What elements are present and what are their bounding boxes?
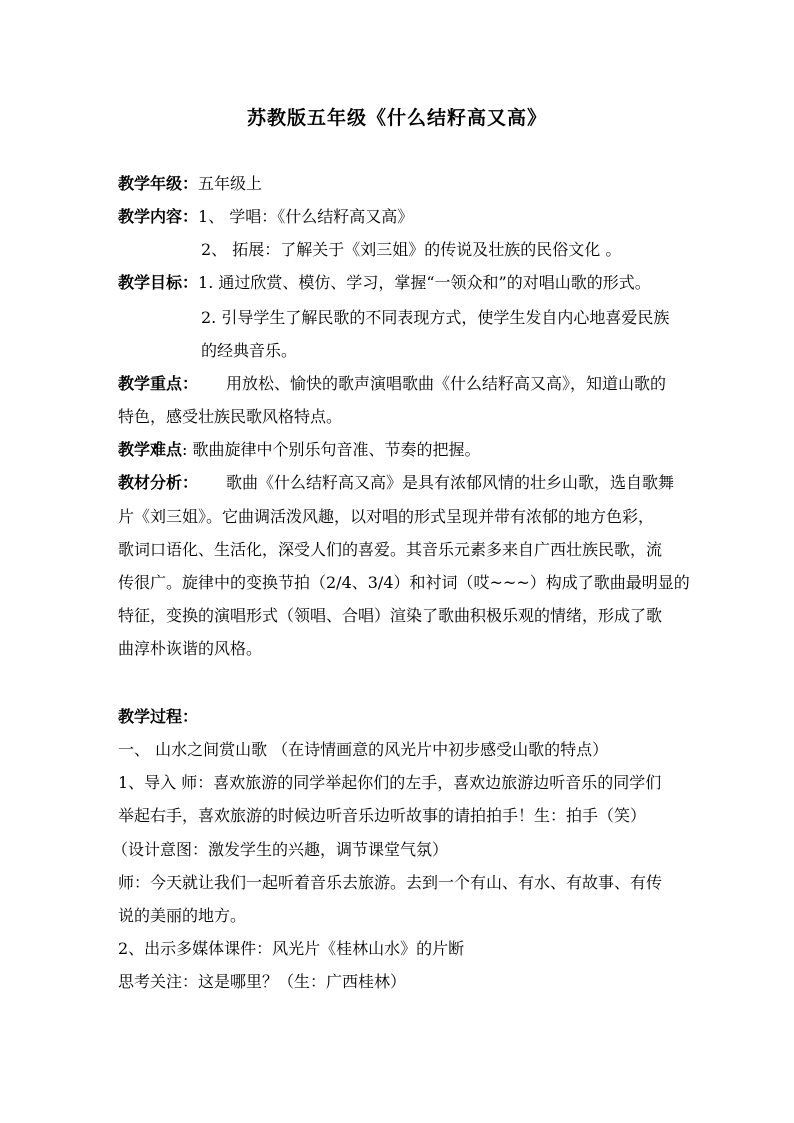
analysis-text-5: 特征，变换的演唱形式（领唱、合唱）渲染了歌曲积极乐观的情绪，形成了歌 <box>118 606 663 625</box>
analysis-text-2: 片《刘三姐》。它曲调活泼风趣，以对唱的形式呈现并带有浓郁的地方色彩， <box>118 507 655 526</box>
content-item-1: 1、 学唱：《什么结籽高又高》 <box>198 207 414 226</box>
grade-value: 五年级上 <box>198 174 263 193</box>
goals-label: 教学目标： <box>118 273 199 292</box>
process-teacher-line-2: 说的美丽的地方。 <box>118 906 247 925</box>
difficulties-value: : 歌曲旋律中个别乐句音准、节奏的把握。 <box>182 440 481 459</box>
process-label: 教学过程： <box>118 707 199 726</box>
grade-line <box>118 174 262 194</box>
process-step-1-line-2: 举起右手，喜欢旅游的时候边听音乐边听故事的请拍拍手！生：拍手（笑） <box>118 806 647 825</box>
analysis-text-1: 歌曲《什么结籽高又高》是具有浓郁风情的壮乡山歌，选自歌舞 <box>226 473 675 492</box>
process-design-note: （设计意图：激发学生的兴趣，调节课堂气氛） <box>112 840 449 859</box>
key-points-text-1: 用放松、愉快的歌声演唱歌曲《什么结籽高又高》，知道山歌的 <box>226 374 667 393</box>
key-points-line-1 <box>118 374 666 394</box>
analysis-text-6: 曲淳朴诙谐的风格。 <box>118 639 263 658</box>
process-step-2: 2、出示多媒体课件：风光片《桂林山水》的片断 <box>118 939 465 958</box>
difficulties-line <box>118 440 481 460</box>
analysis-text-4: 传很广。旋律中的变换节拍（2/4、3/4）和衬词（哎~~~）构成了歌曲最明显的 <box>118 573 690 592</box>
analysis-text-3: 歌词口语化、生活化，深受人们的喜爱。其音乐元素多来自广西壮族民歌，流 <box>118 540 663 559</box>
content-item-2: 2、 拓展：了解关于《刘三姐》的传说及壮族的民俗文化 。 <box>201 240 622 259</box>
process-question: 思考关注：这是哪里？（生：广西桂林） <box>118 972 407 991</box>
goals-item-1: 1. 通过欣赏、模仿、学习，掌握“一领众和”的对唱山歌的形式。 <box>198 273 651 292</box>
content-label: 教学内容： <box>118 207 199 226</box>
goals-item-2-line-2: 的经典音乐。 <box>201 341 298 360</box>
content-line-1 <box>118 207 413 227</box>
analysis-label: 教材分析： <box>118 473 199 492</box>
goals-line-1 <box>118 273 651 293</box>
difficulties-label: 教学难点 <box>118 440 183 459</box>
goals-item-2-line-1: 2. 引导学生了解民歌的不同表现方式，使学生发自内心地喜爱民族 <box>201 308 670 327</box>
process-step-1-line-1: 1、导入 师：喜欢旅游的同学举起你们的左手，喜欢边旅游边听音乐的同学们 <box>118 773 662 792</box>
process-teacher-line-1: 师：今天就让我们一起听着音乐去旅游。去到一个有山、有水、有故事、有传 <box>118 873 663 892</box>
key-points-label: 教学重点： <box>118 374 199 393</box>
analysis-line-1 <box>118 473 674 493</box>
document-title: 苏教版五年级《什么结籽高又高》 <box>246 107 547 129</box>
grade-label: 教学年级： <box>118 174 199 193</box>
process-section-1: 一、 山水之间赏山歌 （在诗情画意的风光片中初步感受山歌的特点） <box>118 740 609 759</box>
key-points-text-2: 特色，感受壮族民歌风格特点。 <box>118 407 343 426</box>
